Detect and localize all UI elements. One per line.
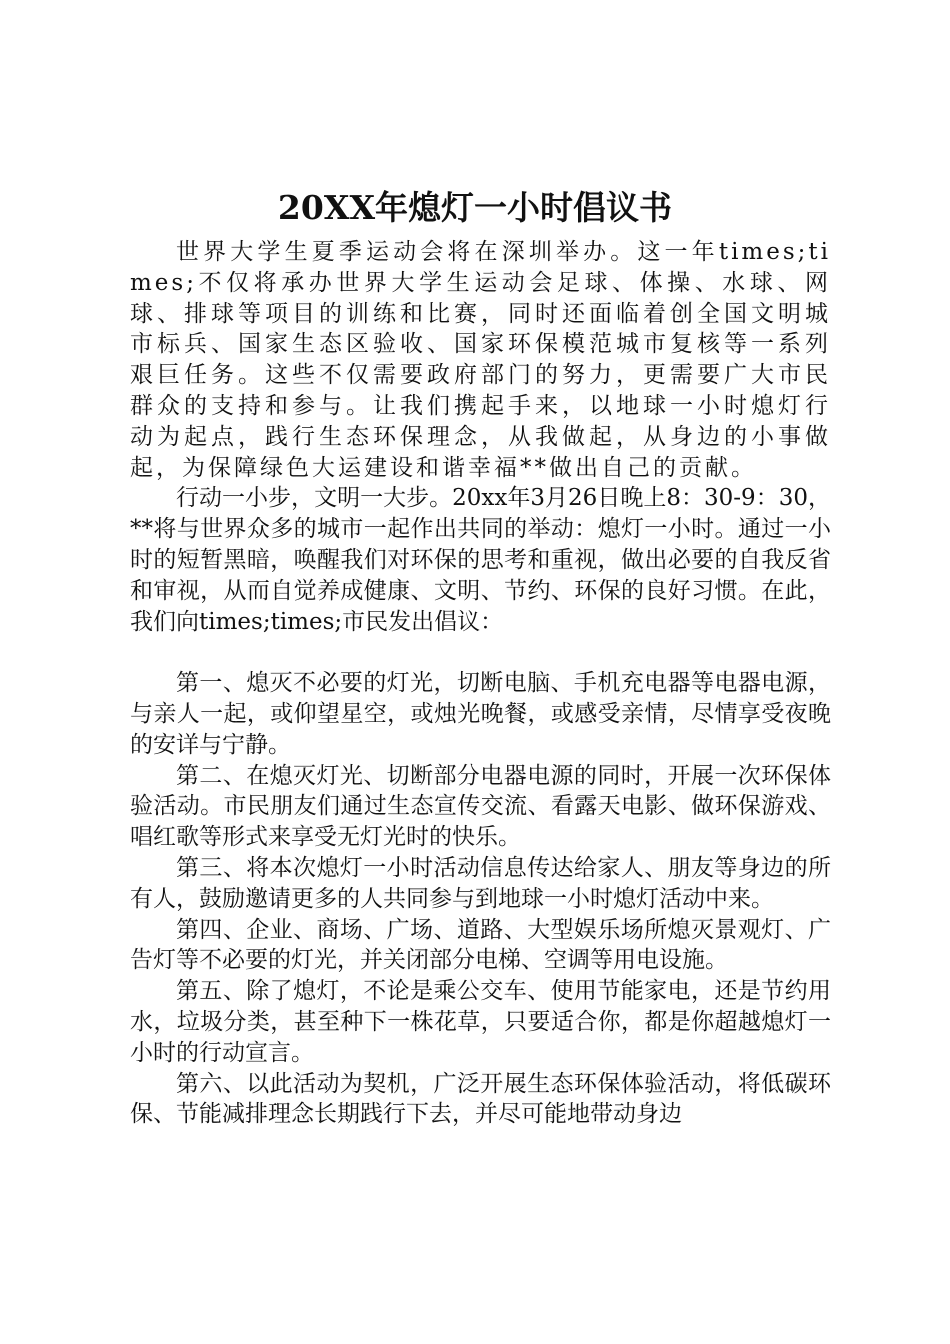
paragraph-item-5: 第五、除了熄灯，不论是乘公交车、使用节能家电，还是节约用水，垃圾分类，甚至种下一株花草，只要适合你，都是你超越熄灯一小时的行动宣言。 bbox=[130, 978, 831, 1066]
paragraph-item-6: 第六、以此活动为契机，广泛开展生态环保体验活动，将低碳环保、节能减排理念长期践行下去，并尽可能地带动身边 bbox=[130, 1070, 831, 1128]
paragraph-item-2: 第二、在熄灭灯光、切断部分电器电源的同时，开展一次环保体验活动。市民朋友们通过生态宣传交流、看露天电影、做环保游戏、唱红歌等形式来享受无灯光时的快乐。 bbox=[130, 762, 831, 851]
paragraph-spacer bbox=[130, 637, 831, 668]
document-body bbox=[130, 237, 831, 1130]
paragraph-action: 行动一小步，文明一大步。20xx年3月26日晚上8：30-9：30，**将与世界众多的城市一起作出共同的举动：熄灯一小时。通过一小时的短暂黑暗，唤醒我们对环保的思考和重视，做出必要的自我反省和审视，从而自觉养成健康、文明、节约、环保的良好习惯。在此，我们向times;times;市民发出倡议： bbox=[130, 485, 831, 635]
paragraph-item-4: 第四、企业、商场、广场、道路、大型娱乐场所熄灭景观灯、广告灯等不必要的灯光，并关闭部分电梯、空调等用电设施。 bbox=[130, 916, 831, 974]
document-title: 20XX年熄灯一小时倡议书 bbox=[277, 188, 673, 227]
paragraph-intro: 世界大学生夏季运动会将在深圳举办。这一年times;times;不仅将承办世界大学生运动会足球、体操、水球、网球、排球等项目的训练和比赛，同时还面临着创全国文明城市标兵、国家生态区验收、国家环保模范城市复核等一系列艰巨任务。这些不仅需要政府部门的努力，更需要广大市民群众的支持和参与。让我们携起手来，以地球一小时熄灯行动为起点，践行生态环保理念，从我做起，从身边的小事做起，为保障绿色大运建设和谐幸福**做出自己的贡献。 bbox=[130, 239, 831, 481]
paragraph-item-3: 第三、将本次熄灯一小时活动信息传达给家人、朋友等身边的所有人，鼓励邀请更多的人共同参与到地球一小时熄灯活动中来。 bbox=[130, 854, 831, 912]
paragraph-item-1: 第一、熄灭不必要的灯光，切断电脑、手机充电器等电器电源，与亲人一起，或仰望星空，或烛光晚餐，或感受亲情，尽情享受夜晚的安详与宁静。 bbox=[130, 670, 831, 758]
